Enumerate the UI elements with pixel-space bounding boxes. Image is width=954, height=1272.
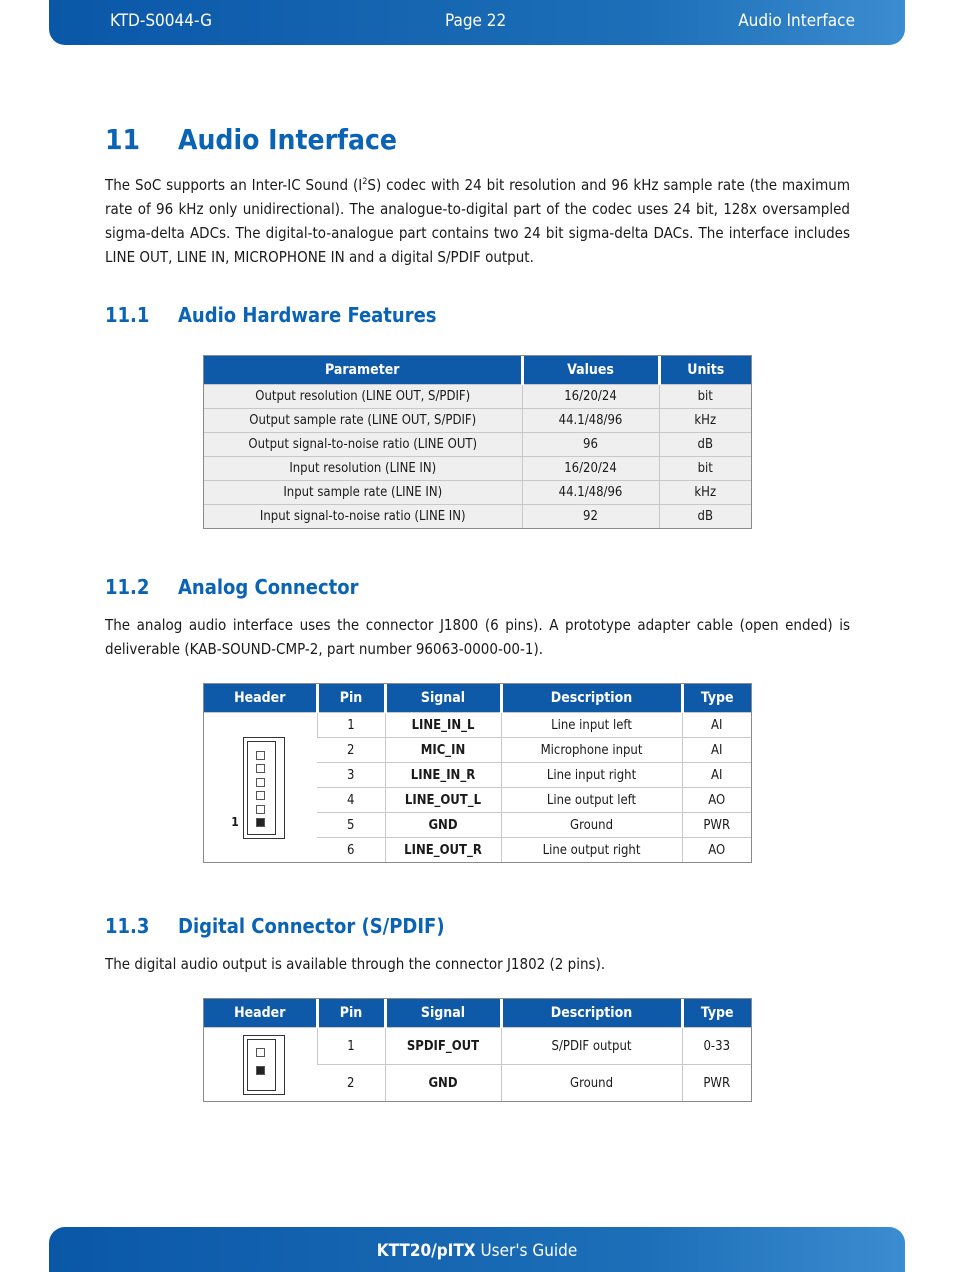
table-cell: 16/20/24 xyxy=(522,385,659,409)
table-cell: Line output left xyxy=(501,788,682,813)
pin-square-icon xyxy=(256,778,265,787)
table-cell: kHz xyxy=(659,481,751,505)
digital-connector-table xyxy=(204,999,751,1101)
table-cell: dB xyxy=(659,505,751,529)
table-cell: 6 xyxy=(317,838,385,863)
column-header: Description xyxy=(501,999,682,1028)
table-cell: Input sample rate (LINE IN) xyxy=(204,481,522,505)
page-title: 11 Audio Interface xyxy=(105,123,397,156)
table-cell: 4 xyxy=(317,788,385,813)
table-cell: 2 xyxy=(317,738,385,763)
header-image-cell xyxy=(204,713,317,863)
table-cell: MIC_IN xyxy=(385,738,501,763)
table-cell: SPDIF_OUT xyxy=(385,1028,501,1065)
table-cell: 2 xyxy=(317,1065,385,1102)
table-cell: 44.1/48/96 xyxy=(522,481,659,505)
pin-square-icon xyxy=(256,1066,265,1075)
table-cell: Line input right xyxy=(501,763,682,788)
table-cell: AI xyxy=(682,713,751,738)
intro-paragraph: The SoC supports an Inter-IC Sound $(I^2S)$ codec with 24 bit resolution and 96 kHz sample rate (the maximum rate of 96 kHz only unidirectional). The analogue-to-digital part of the codec uses 24 bit, 128x oversampled sigma-delta ADCs. The digital-to-analogue part contains two 24 bit sigma-delta DACs. The interface includes LINE OUT, LINE IN, MICROPHONE IN and a digital S/PDIF output. xyxy=(105,176,850,266)
table-cell: Ground xyxy=(501,1065,682,1102)
pin-square-icon xyxy=(256,1048,265,1057)
pin-square-icon xyxy=(256,751,265,760)
table-cell: 16/20/24 xyxy=(522,457,659,481)
column-header: Parameter xyxy=(204,356,522,385)
table-cell: PWR xyxy=(682,1065,751,1102)
column-header: Pin xyxy=(317,999,385,1028)
table-row xyxy=(204,385,751,409)
column-header: Description xyxy=(501,684,682,713)
table-cell: AO xyxy=(682,838,751,863)
column-header: Type xyxy=(682,999,751,1028)
connector-header-icon xyxy=(243,1035,285,1095)
table-cell: 92 xyxy=(522,505,659,529)
table-cell: bit xyxy=(659,385,751,409)
table-cell: 1 xyxy=(317,713,385,738)
table-cell: AO xyxy=(682,788,751,813)
page-header xyxy=(49,0,905,45)
table-cell: 1 xyxy=(317,1028,385,1065)
section-heading-11-2: 11.2 Analog Connector xyxy=(105,575,359,599)
pin-square-icon xyxy=(256,791,265,800)
section-heading-11-3: 11.3 Digital Connector (S/PDIF) xyxy=(105,914,445,938)
header-image-cell xyxy=(204,1028,317,1102)
table-row xyxy=(204,409,751,433)
table-cell: GND xyxy=(385,813,501,838)
connector-header-icon xyxy=(231,737,285,839)
table-row xyxy=(204,433,751,457)
audio-features-table xyxy=(204,356,751,528)
table-cell: 3 xyxy=(317,763,385,788)
analog-connector-table xyxy=(204,684,751,862)
doc-id: KTD-S0044-G xyxy=(110,11,212,31)
table-cell: S/PDIF output xyxy=(501,1028,682,1065)
table-cell: PWR xyxy=(682,813,751,838)
column-header: Header xyxy=(204,684,317,713)
pin-one-label: 1 xyxy=(231,815,239,829)
table-cell: Output sample rate (LINE OUT, S/PDIF) xyxy=(204,409,522,433)
pin-square-icon xyxy=(256,764,265,773)
table-row xyxy=(204,481,751,505)
table-cell: LINE_OUT_R xyxy=(385,838,501,863)
table-cell: 44.1/48/96 xyxy=(522,409,659,433)
column-header: Type xyxy=(682,684,751,713)
table-cell: Line output right xyxy=(501,838,682,863)
table-row xyxy=(204,1028,751,1065)
table-cell: Input signal-to-noise ratio (LINE IN) xyxy=(204,505,522,529)
column-header: Pin xyxy=(317,684,385,713)
table-cell: 0-33 xyxy=(682,1028,751,1065)
table-cell: AI xyxy=(682,738,751,763)
column-header: Signal xyxy=(385,684,501,713)
pin-square-icon xyxy=(256,818,265,827)
table-row xyxy=(204,713,751,738)
analog-paragraph: The analog audio interface uses the connector J1800 (6 pins). A prototype adapter cable (open ended) is deliverable (KAB-SOUND-CMP-2, part number 96063-0000-00-1). xyxy=(105,616,850,658)
section-name: Audio Interface xyxy=(738,11,855,31)
table-cell: Output signal-to-noise ratio (LINE OUT) xyxy=(204,433,522,457)
table-cell: Input resolution (LINE IN) xyxy=(204,457,522,481)
column-header: Values xyxy=(522,356,659,385)
table-cell: LINE_OUT_L xyxy=(385,788,501,813)
column-header: Header xyxy=(204,999,317,1028)
digital-paragraph: The digital audio output is available through the connector J1802 (2 pins). xyxy=(105,955,606,973)
table-cell: bit xyxy=(659,457,751,481)
table-cell: 5 xyxy=(317,813,385,838)
table-cell: GND xyxy=(385,1065,501,1102)
table-cell: 96 xyxy=(522,433,659,457)
pin-square-icon xyxy=(256,805,265,814)
table-cell: Line input left xyxy=(501,713,682,738)
footer-product: KTT20/pITX xyxy=(376,1241,476,1261)
footer-suffix: User's Guide xyxy=(480,1241,578,1261)
table-cell: AI xyxy=(682,763,751,788)
table-cell: Output resolution (LINE OUT, S/PDIF) xyxy=(204,385,522,409)
page-number: Page 22 xyxy=(445,11,507,31)
section-heading-11-1: 11.1 Audio Hardware Features xyxy=(105,303,437,327)
table-row xyxy=(204,505,751,529)
table-row xyxy=(204,457,751,481)
table-cell: LINE_IN_R xyxy=(385,763,501,788)
page-footer xyxy=(49,1227,905,1272)
table-cell: Microphone input xyxy=(501,738,682,763)
column-header: Units xyxy=(659,356,751,385)
table-cell: Ground xyxy=(501,813,682,838)
column-header: Signal xyxy=(385,999,501,1028)
table-cell: LINE_IN_L xyxy=(385,713,501,738)
table-cell: kHz xyxy=(659,409,751,433)
table-cell: dB xyxy=(659,433,751,457)
